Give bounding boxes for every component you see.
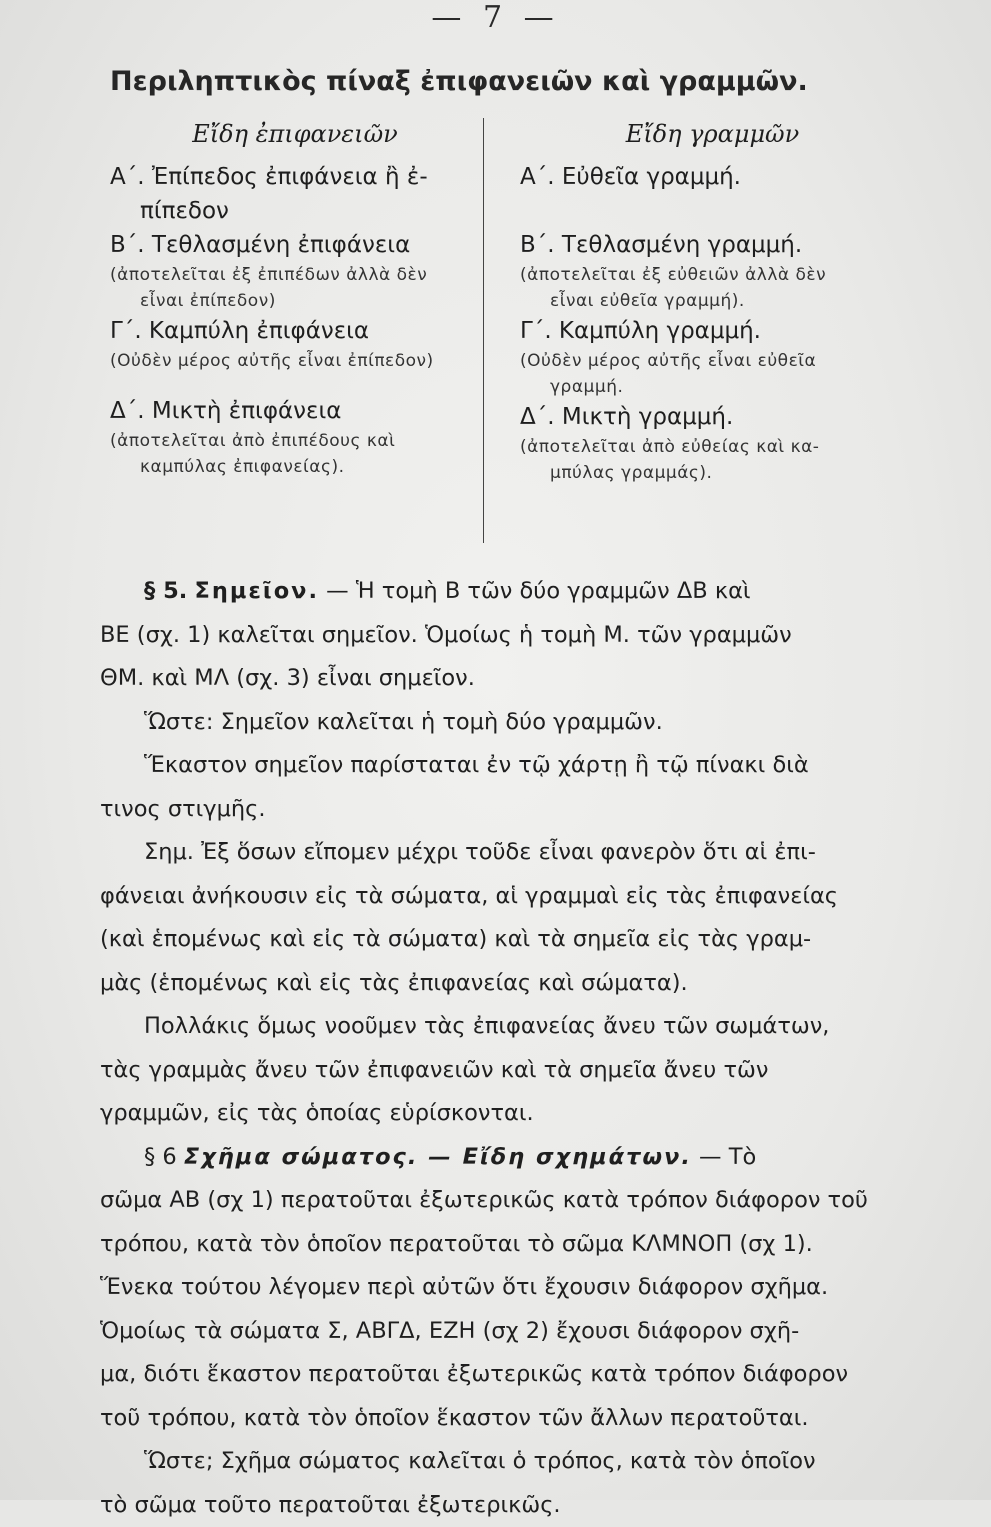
page-title: Περιληπτικὸς πίναξ ἐπιφανειῶν καὶ γραμμῶν.	[110, 66, 870, 97]
line-c-note1: (Οὐδὲν μέρος αὐτῆς εἶναι εὐθεῖα	[520, 348, 905, 374]
section-6-heading-line	[100, 1136, 910, 1180]
surfaces-column	[110, 120, 480, 480]
section-6-line6: μα, διότι ἕκαστον περατοῦται ἐξωτερικῶς κατὰ τρόπον διάφορον	[100, 1353, 910, 1397]
section-5-line5: Ἕκαστον σημεῖον παρίσταται ἐν τῷ χάρτῃ ἢ τῷ πίνακι διὰ	[100, 744, 910, 788]
section-5-line9: (καὶ ἑπομένως καὶ εἰς τὰ σώματα) καὶ τὰ σημεῖα εἰς τὰς γραμ-	[100, 918, 910, 962]
line-c-note2: γραμμή.	[520, 374, 905, 400]
section-6-title: Σχῆμα σώματος. — Εἴδη σχημάτων.	[184, 1144, 692, 1170]
line-d: Δ΄. Μικτὴ γραμμή.	[520, 400, 905, 434]
lines-heading: Εἴδη γραμμῶν	[520, 120, 905, 148]
lines-column	[520, 120, 905, 486]
section-5-title: Σημεῖον.	[194, 578, 319, 604]
section-5-line10: μὰς (ἑπομένως καὶ εἰς τὰς ἐπιφανείας καὶ σώματα).	[100, 962, 910, 1006]
page-number: — 7 —	[0, 0, 991, 35]
surface-d-note2: καμπύλας ἐπιφανείας).	[110, 454, 480, 480]
surface-b-note2: εἶναι ἐπίπεδον)	[110, 288, 480, 314]
section-5-line2: ΒΕ (σχ. 1) καλεῖται σημεῖον. Ὁμοίως ἡ τομὴ Μ. τῶν γραμμῶν	[100, 614, 910, 658]
section-5-line13: γραμμῶν, εἰς τὰς ὁποίας εὑρίσκονται.	[100, 1092, 910, 1136]
section-6-line2: σῶμα ΑΒ (σχ 1) περατοῦται ἐξωτερικῶς κατὰ τρόπον διάφορον τοῦ	[100, 1179, 910, 1223]
section-5-line3: ΘΜ. καὶ ΜΛ (σχ. 3) εἶναι σημεῖον.	[100, 657, 910, 701]
surface-a-line2: πίπεδον	[110, 194, 480, 228]
section-6-line5: Ὁμοίως τὰ σώματα Σ, ΑΒΓΔ, ΕΖΗ (σχ 2) ἔχουσι διάφορον σχῆ-	[100, 1310, 910, 1354]
surface-d: Δ΄. Μικτὴ ἐπιφάνεια	[110, 394, 480, 428]
section-5-number: § 5.	[144, 578, 187, 604]
section-5-line1: Ἡ τομὴ Β τῶν δύο γραμμῶν ΔΒ καὶ	[356, 578, 751, 604]
line-a: Α΄. Εὐθεῖα γραμμή.	[520, 160, 905, 194]
section-6-line3: τρόπου, κατὰ τὸν ὁποῖον περατοῦται τὸ σῶμα ΚΛΜΝΟΠ (σχ 1).	[100, 1223, 910, 1267]
line-d-note1: (ἀποτελεῖται ἀπὸ εὐθείας καὶ κα-	[520, 434, 905, 460]
section-6-number: § 6	[144, 1144, 177, 1170]
section-5-line7: Σημ. Ἐξ ὅσων εἴπομεν μέχρι τοῦδε εἶναι φανερὸν ὅτι αἱ ἐπι-	[100, 831, 910, 875]
section-5-dash: —	[319, 578, 356, 604]
section-6-dash: —	[692, 1144, 729, 1170]
section-5-line8: φάνειαι ἀνήκουσιν εἰς τὰ σώματα, αἱ γραμμαὶ εἰς τὰς ἐπιφανείας	[100, 875, 910, 919]
section-5-line6: τινος στιγμῆς.	[100, 788, 910, 832]
line-c: Γ΄. Καμπύλη γραμμή.	[520, 314, 905, 348]
line-b-note1: (ἀποτελεῖται ἐξ εὐθειῶν ἀλλὰ δὲν	[520, 262, 905, 288]
surface-d-note1: (ἀποτελεῖται ἀπὸ ἐπιπέδους καὶ	[110, 428, 480, 454]
line-b-note2: εἶναι εὐθεῖα γραμμή).	[520, 288, 905, 314]
surface-b-note1: (ἀποτελεῖται ἐξ ἐπιπέδων ἀλλὰ δὲν	[110, 262, 480, 288]
section-6-line1: Τὸ	[729, 1144, 757, 1170]
surface-c: Γ΄. Καμπύλη ἐπιφάνεια	[110, 314, 480, 348]
surfaces-heading: Εἴδη ἐπιφανειῶν	[110, 120, 480, 148]
section-5-heading-line	[100, 570, 910, 614]
surface-c-note: (Οὐδὲν μέρος αὐτῆς εἶναι ἐπίπεδον)	[110, 348, 480, 374]
surface-b: Β΄. Τεθλασμένη ἐπιφάνεια	[110, 228, 480, 262]
section-5-line11: Πολλάκις ὅμως νοοῦμεν τὰς ἐπιφανείας ἄνευ τῶν σωμάτων,	[100, 1005, 910, 1049]
line-b: Β΄. Τεθλασμένη γραμμή.	[520, 228, 905, 262]
section-5-line12: τὰς γραμμὰς ἄνευ τῶν ἐπιφανειῶν καὶ τὰ σημεῖα ἄνευ τῶν	[100, 1049, 910, 1093]
surface-a-line1: Α΄. Ἐπίπεδος ἐπιφάνεια ἢ ἐ-	[110, 160, 480, 194]
column-divider	[483, 118, 484, 543]
section-6-line9: τὸ σῶμα τοῦτο περατοῦται ἐξωτερικῶς.	[100, 1484, 910, 1527]
section-6-line4: Ἕνεκα τούτου λέγομεν περὶ αὐτῶν ὅτι ἔχουσιν διάφορον σχῆμα.	[100, 1266, 910, 1310]
section-5-line4: Ὥστε: Σημεῖον καλεῖται ἡ τομὴ δύο γραμμῶν.	[100, 701, 910, 745]
body-text	[100, 570, 910, 1527]
section-6-line8: Ὥστε; Σχῆμα σώματος καλεῖται ὁ τρόπος, κατὰ τὸν ὁποῖον	[100, 1440, 910, 1484]
line-d-note2: μπύλας γραμμάς).	[520, 460, 905, 486]
section-6-line7: τοῦ τρόπου, κατὰ τὸν ὁποῖον ἕκαστον τῶν ἄλλων περατοῦται.	[100, 1397, 910, 1441]
